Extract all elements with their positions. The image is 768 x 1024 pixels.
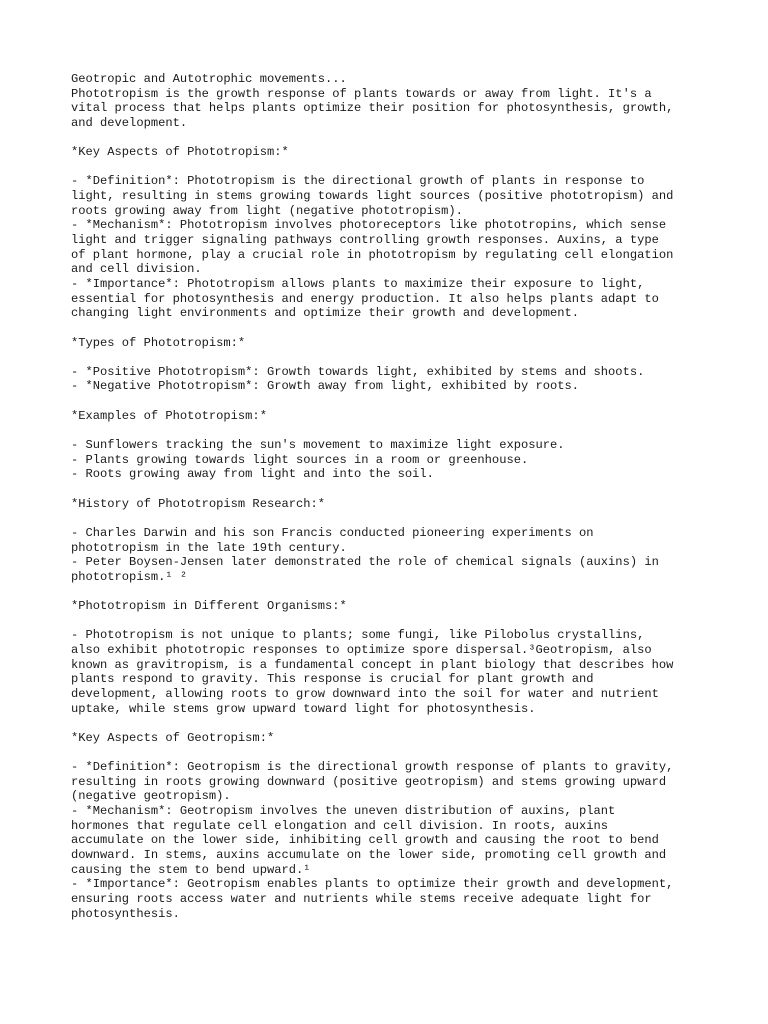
text-line: - Roots growing away from light and into the soil.	[71, 467, 434, 482]
blank-line	[71, 350, 711, 365]
text-line: - *Mechanism*: Phototropism involves photoreceptors like phototropins, which sense	[71, 218, 667, 233]
text-line: ensuring roots access water and nutrients while stems receive adequate light for	[71, 891, 652, 906]
text-line: (negative geotropism).	[71, 789, 231, 804]
text-line: changing light environments and optimize their growth and development.	[71, 306, 580, 321]
text-line: *Examples of Phototropism:*	[71, 408, 267, 423]
text-line: - Phototropism is not unique to plants; some fungi, like Pilobolus crystallins,	[71, 628, 645, 643]
text-line: roots growing away from light (negative phototropism).	[71, 203, 463, 218]
blank-line	[71, 160, 711, 175]
blank-line	[71, 584, 711, 599]
text-line: resulting in roots growing downward (positive geotropism) and stems growing upward	[71, 774, 667, 789]
text-line: known as gravitropism, is a fundamental concept in plant biology that describes how	[71, 657, 674, 672]
text-line: plants respond to gravity. This response is crucial for plant growth and	[71, 672, 594, 687]
text-line: light, resulting in stems growing towards light sources (positive phototropism) and	[71, 189, 674, 204]
text-line: vital process that helps plants optimize their position for photosynthesis, growth,	[71, 101, 674, 116]
blank-line	[71, 614, 711, 629]
text-line: - *Positive Phototropism*: Growth towards light, exhibited by stems and shoots.	[71, 364, 645, 379]
text-line: *Key Aspects of Phototropism:*	[71, 145, 289, 160]
text-line: downward. In stems, auxins accumulate on the lower side, promoting cell growth and	[71, 847, 667, 862]
text-line: - *Importance*: Phototropism allows plants to maximize their exposure to light,	[71, 276, 645, 291]
text-line: - Charles Darwin and his son Francis conducted pioneering experiments on	[71, 525, 594, 540]
text-line: essential for photosynthesis and energy production. It also helps plants adapt to	[71, 291, 659, 306]
text-line: Geotropic and Autotrophic movements...	[71, 72, 347, 86]
text-line: and development.	[71, 115, 188, 130]
text-line: - *Definition*: Phototropism is the directional growth of plants in response to	[71, 174, 645, 189]
text-line: phototropism in the late 19th century.	[71, 540, 347, 555]
text-line: *Types of Phototropism:*	[71, 335, 246, 350]
blank-line	[71, 423, 711, 438]
text-line: Phototropism is the growth response of plants towards or away from light. It's a	[71, 86, 652, 101]
text-line: - Plants growing towards light sources in a room or greenhouse.	[71, 452, 529, 467]
document-page	[71, 72, 711, 921]
blank-line	[71, 716, 711, 731]
blank-line	[71, 482, 711, 497]
text-line: development, allowing roots to grow downward into the soil for water and nutrient	[71, 686, 659, 701]
text-line: - *Negative Phototropism*: Growth away from light, exhibited by roots.	[71, 379, 580, 394]
text-line: hormones that regulate cell elongation and cell division. In roots, auxins	[71, 818, 609, 833]
text-line: accumulate on the lower side, inhibiting cell growth and causing the root to bend	[71, 833, 659, 848]
text-line: *History of Phototropism Research:*	[71, 496, 326, 511]
blank-line	[71, 511, 711, 526]
text-line: photosynthesis.	[71, 906, 180, 921]
blank-line	[71, 131, 711, 146]
text-line: - Sunflowers tracking the sun's movement to maximize light exposure.	[71, 438, 565, 453]
text-line: also exhibit phototropic responses to optimize spore dispersal.³Geotropism, also	[71, 642, 652, 657]
text-line: - *Importance*: Geotropism enables plants to optimize their growth and development,	[71, 877, 674, 892]
text-line: - Peter Boysen-Jensen later demonstrated the role of chemical signals (auxins) in	[71, 555, 659, 570]
blank-line	[71, 745, 711, 760]
text-line: uptake, while stems grow upward toward light for photosynthesis.	[71, 701, 536, 716]
text-line: phototropism.¹ ²	[71, 569, 188, 584]
text-line: *Phototropism in Different Organisms:*	[71, 599, 347, 614]
text-line: and cell division.	[71, 262, 202, 277]
text-line: - *Definition*: Geotropism is the directional growth response of plants to gravity,	[71, 760, 674, 775]
text-line: *Key Aspects of Geotropism:*	[71, 730, 275, 745]
text-line: of plant hormone, play a crucial role in phototropism by regulating cell elongation	[71, 247, 674, 262]
blank-line	[71, 321, 711, 336]
text-line: light and trigger signaling pathways controlling growth responses. Auxins, a type	[71, 233, 659, 248]
blank-line	[71, 394, 711, 409]
text-line: causing the stem to bend upward.¹	[71, 862, 311, 877]
text-line: - *Mechanism*: Geotropism involves the uneven distribution of auxins, plant	[71, 804, 616, 819]
